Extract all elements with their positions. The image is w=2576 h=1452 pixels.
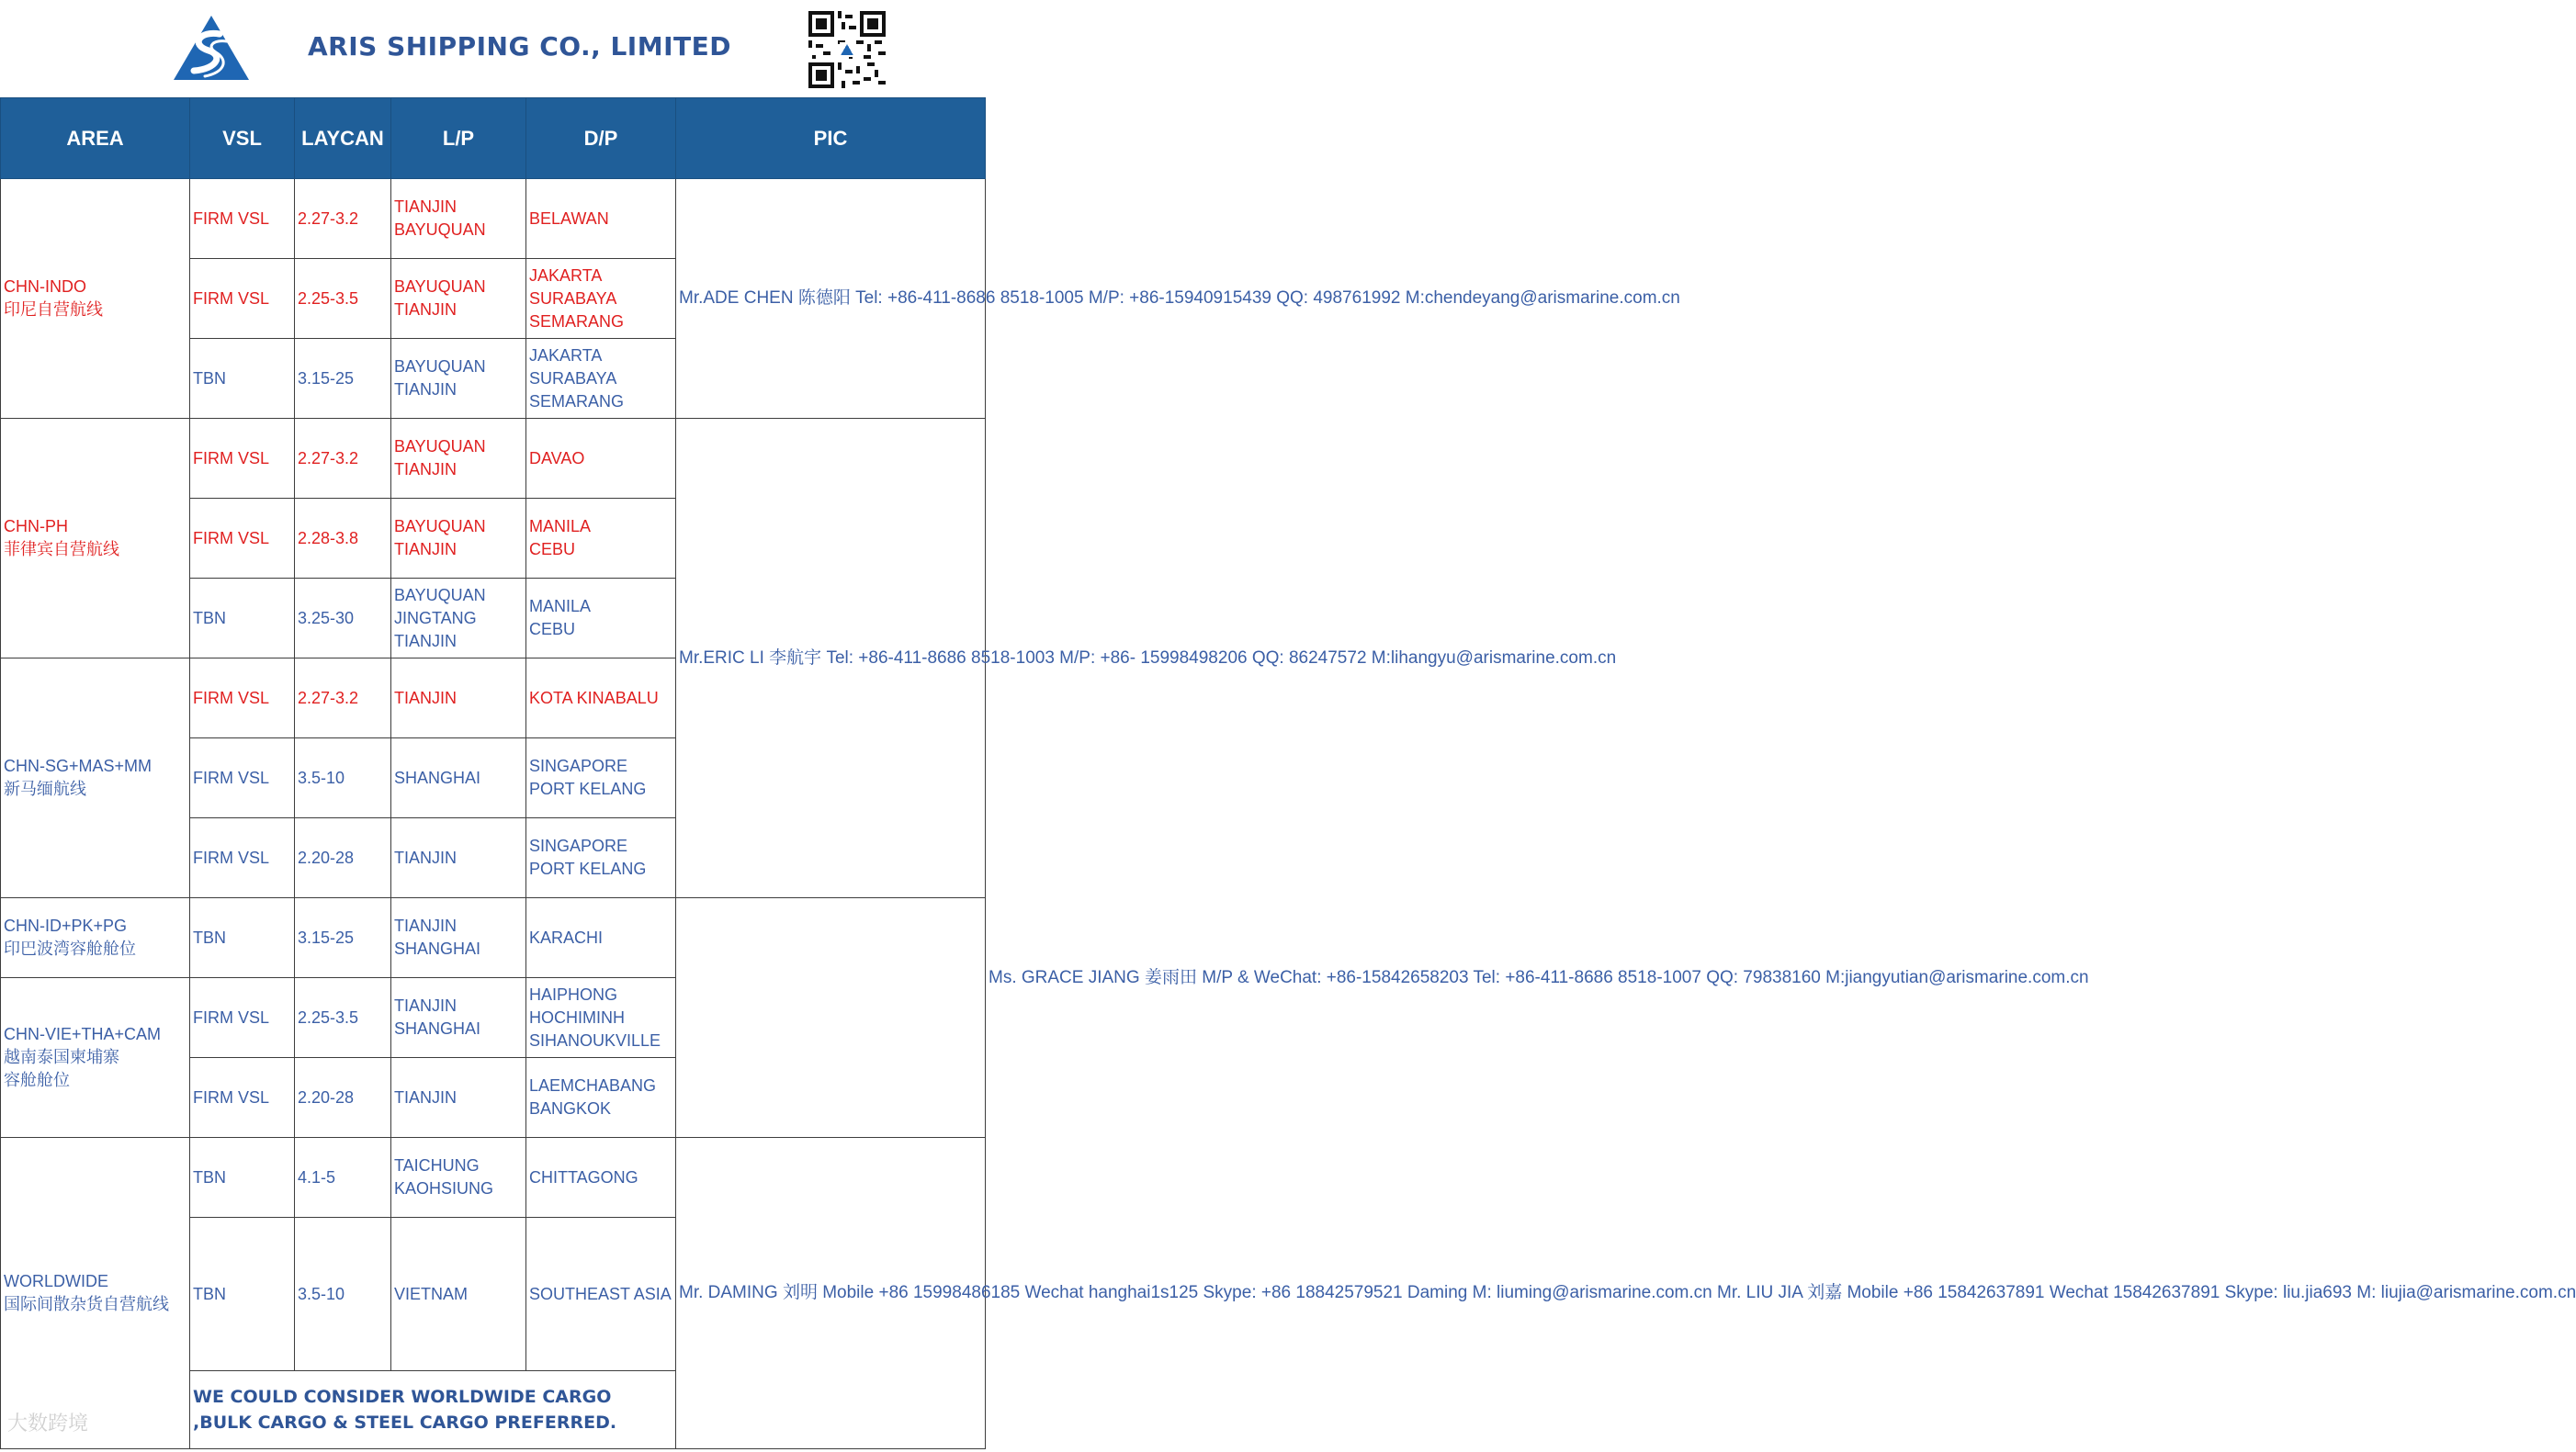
vsl-cell: FIRM VSL (190, 259, 295, 339)
discharge-port-cell: BELAWAN (526, 179, 676, 259)
column-header-dp: D/P (526, 98, 676, 179)
area-cell: CHN-SG+MAS+MM 新马缅航线 (1, 658, 190, 898)
vsl-cell: FIRM VSL (190, 499, 295, 579)
laycan-cell: 2.27-3.2 (295, 419, 391, 499)
discharge-port-cell: CHITTAGONG (526, 1138, 676, 1218)
company-name: ARIS SHIPPING CO., LIMITED (308, 31, 731, 62)
loading-port-cell: BAYUQUAN JINGTANG TIANJIN (391, 579, 526, 658)
discharge-port-cell: HAIPHONG HOCHIMINH SIHANOUKVILLE (526, 978, 676, 1058)
laycan-cell: 2.25-3.5 (295, 259, 391, 339)
area-cell: CHN-VIE+THA+CAM 越南泰国柬埔寨 容舱舱位 (1, 978, 190, 1138)
laycan-cell: 2.28-3.8 (295, 499, 391, 579)
page-header (0, 0, 992, 99)
pic-contact-cell: Mr.ERIC LI 李航宇 Tel: +86-411-8686 8518-1003 M/P: +86- 15998498206 QQ: 86247572 M:lihangyu@arismarine.com.cn (676, 419, 986, 898)
loading-port-cell: TIANJIN SHANGHAI (391, 898, 526, 978)
discharge-port-cell: JAKARTA SURABAYA SEMARANG (526, 259, 676, 339)
vsl-cell: TBN (190, 898, 295, 978)
laycan-cell: 4.1-5 (295, 1138, 391, 1218)
loading-port-cell: BAYUQUAN TIANJIN (391, 419, 526, 499)
discharge-port-cell: JAKARTA SURABAYA SEMARANG (526, 339, 676, 419)
laycan-cell: 3.5-10 (295, 1218, 391, 1371)
vsl-cell: FIRM VSL (190, 658, 295, 738)
discharge-port-cell: KOTA KINABALU (526, 658, 676, 738)
area-cell: CHN-PH 菲律宾自营航线 (1, 419, 190, 658)
aris-logo-icon (172, 14, 251, 82)
loading-port-cell: SHANGHAI (391, 738, 526, 818)
discharge-port-cell: SINGAPORE PORT KELANG (526, 818, 676, 898)
vsl-cell: TBN (190, 339, 295, 419)
table-row (1, 898, 986, 978)
vsl-cell: FIRM VSL (190, 978, 295, 1058)
schedule-table (0, 97, 2576, 1449)
laycan-cell: 3.15-25 (295, 339, 391, 419)
discharge-port-cell: MANILA CEBU (526, 579, 676, 658)
loading-port-cell: TIANJIN (391, 818, 526, 898)
column-header-lp: L/P (391, 98, 526, 179)
column-header-pic: PIC (676, 98, 986, 179)
watermark: 大数跨境 (7, 1413, 89, 1435)
vsl-cell: FIRM VSL (190, 738, 295, 818)
vsl-cell: TBN (190, 579, 295, 658)
discharge-port-cell: SINGAPORE PORT KELANG (526, 738, 676, 818)
loading-port-cell: TIANJIN (391, 658, 526, 738)
loading-port-cell: TAICHUNG KAOHSIUNG (391, 1138, 526, 1218)
area-cell: CHN-ID+PK+PG 印巴波湾容舱舱位 (1, 898, 190, 978)
loading-port-cell: BAYUQUAN TIANJIN (391, 259, 526, 339)
laycan-cell: 2.27-3.2 (295, 658, 391, 738)
loading-port-cell: TIANJIN (391, 1058, 526, 1138)
table-row (1, 179, 986, 259)
laycan-cell: 2.20-28 (295, 818, 391, 898)
laycan-cell: 2.20-28 (295, 1058, 391, 1138)
vsl-cell: FIRM VSL (190, 818, 295, 898)
area-cell: CHN-INDO 印尼自营航线 (1, 179, 190, 419)
pic-contact-cell: Mr. DAMING 刘明 Mobile +86 15998486185 Wechat hanghai1s125 Skype: +86 18842579521 Daming M: liuming@arismarine.com.cn Mr. LIU JIA 刘嘉 Mobile +86 15842637891 Wechat 15842637891 Skype: liu.jia693 M: liujia@arismarine.com.cn (676, 1138, 986, 1449)
pic-contact-cell: Mr.ADE CHEN 陈德阳 Tel: +86-411-8686 8518-1005 M/P: +86-15940915439 QQ: 498761992 M:chendeyang@arismarine.com.cn (676, 179, 986, 419)
discharge-port-cell: SOUTHEAST ASIA (526, 1218, 676, 1371)
qr-code-icon (808, 11, 886, 88)
column-header-laycan: LAYCAN (295, 98, 391, 179)
table-row (1, 978, 986, 1058)
area-cell: WORLDWIDE 国际间散杂货自营航线 (1, 1138, 190, 1449)
vsl-cell: FIRM VSL (190, 1058, 295, 1138)
loading-port-cell: BAYUQUAN TIANJIN (391, 499, 526, 579)
table-row: FIRM VSL 2.20-28 TIANJIN SINGAPORE PORT KELANG Ms. GRACE JIANG 姜雨田 M/P & WeChat: +86-15842658203 Tel: +86-411-8686 8518-1007 QQ: 79838160 M:jiangyutian@arismarine.com.cn (1, 818, 986, 898)
vsl-cell: FIRM VSL (190, 179, 295, 259)
vsl-cell: TBN (190, 1218, 295, 1371)
table-header-row (1, 98, 986, 179)
laycan-cell: 2.25-3.5 (295, 978, 391, 1058)
vsl-cell: FIRM VSL (190, 419, 295, 499)
discharge-port-cell: KARACHI (526, 898, 676, 978)
discharge-port-cell: LAEMCHABANG BANGKOK (526, 1058, 676, 1138)
discharge-port-cell: DAVAO (526, 419, 676, 499)
loading-port-cell: BAYUQUAN TIANJIN (391, 339, 526, 419)
laycan-cell: 2.27-3.2 (295, 179, 391, 259)
cargo-note: WE COULD CONSIDER WORLDWIDE CARGO ,BULK CARGO & STEEL CARGO PREFERRED. (190, 1371, 676, 1449)
table-row (1, 1138, 986, 1218)
loading-port-cell: VIETNAM (391, 1218, 526, 1371)
laycan-cell: 3.25-30 (295, 579, 391, 658)
column-header-vsl: VSL (190, 98, 295, 179)
discharge-port-cell: MANILA CEBU (526, 499, 676, 579)
column-header-area: AREA (1, 98, 190, 179)
laycan-cell: 3.15-25 (295, 898, 391, 978)
table-row (1, 419, 986, 499)
laycan-cell: 3.5-10 (295, 738, 391, 818)
loading-port-cell: TIANJIN SHANGHAI (391, 978, 526, 1058)
loading-port-cell: TIANJIN BAYUQUAN (391, 179, 526, 259)
vsl-cell: TBN (190, 1138, 295, 1218)
